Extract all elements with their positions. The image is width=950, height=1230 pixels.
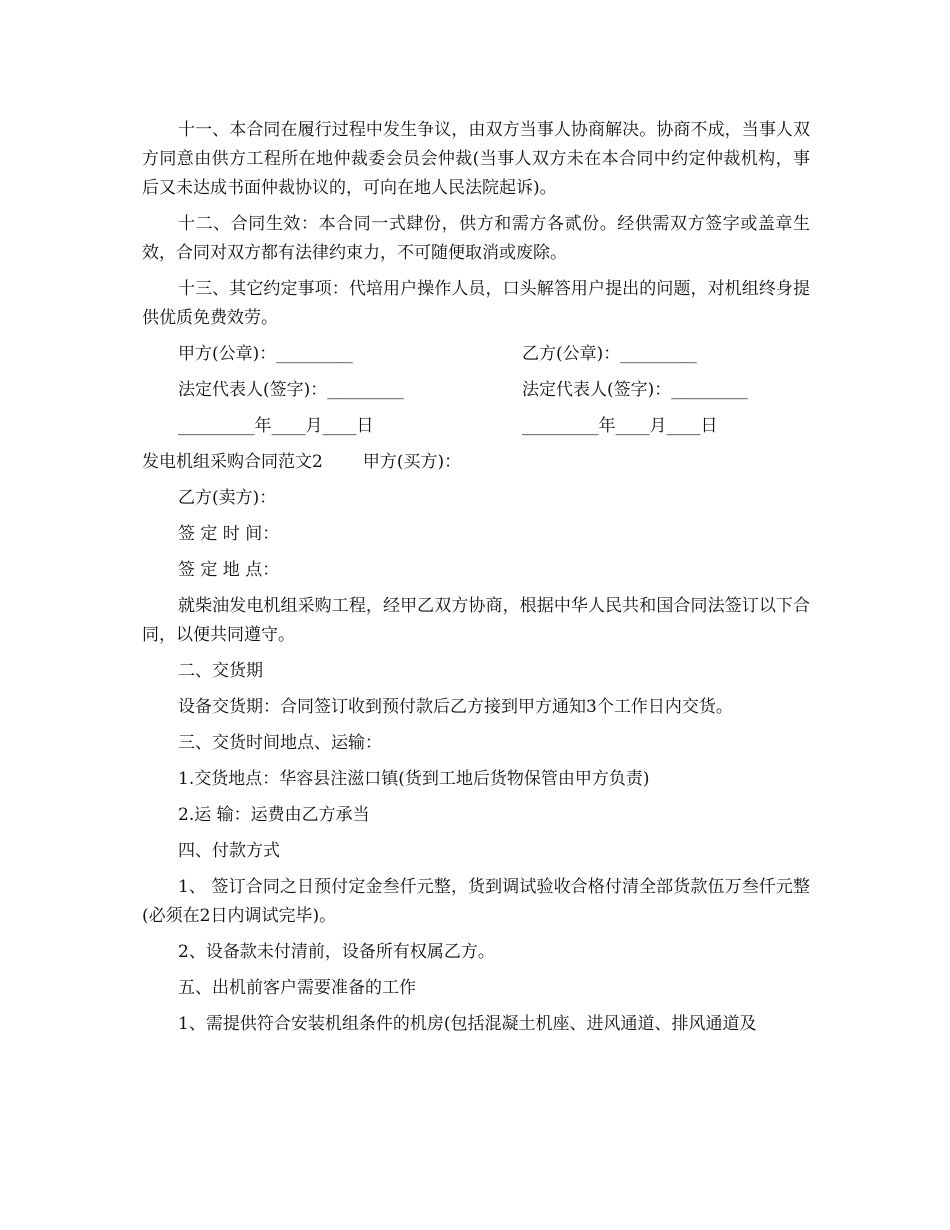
section-2-body: 设备交货期：合同签订收到预付款后乙方接到甲方通知3个工作日内交货。 [178, 697, 733, 717]
document-body [142, 116, 810, 1046]
party-a-representative: 法定代表人(签字)：_________ [178, 380, 404, 400]
seller-label: 乙方(卖方)： [178, 488, 277, 508]
date-row [142, 412, 810, 441]
clause-12: 十二、合同生效：本合同一式肆份，供方和需方各贰份。经供需双方签字或盖章生效，合同对双方都有法律约束力，不可随便取消或废除。 [142, 214, 810, 263]
party-a-seal: 甲方(公章)：_________ [178, 344, 353, 364]
intro-paragraph: 就柴油发电机组采购工程，经甲乙双方协商，根据中华人民共和国合同法签订以下合同，以便共同遵守。 [142, 596, 810, 645]
second-contract-title-row [142, 448, 810, 477]
second-contract-title: 发电机组采购合同范文2 [142, 452, 323, 472]
clause-13: 十三、其它约定事项：代培用户操作人员，口头解答用户提出的问题，对机组终身提供优质免费效劳。 [142, 279, 810, 328]
representative-row [142, 376, 810, 405]
section-4-title: 四、付款方式 [178, 841, 280, 861]
section-5-item-1: 1、需提供符合安装机组条件的机房(包括混凝土机座、进风通道、排风通道及 [178, 1014, 757, 1034]
party-b-representative: 法定代表人(签字)：_________ [522, 380, 748, 400]
sign-time-label: 签 定 时 间： [178, 524, 280, 544]
seal-row [142, 340, 810, 369]
sign-place-label: 签 定 地 点： [178, 560, 280, 580]
party-b-date: _________年____月____日 [522, 416, 718, 436]
section-3-item-1: 1.交货地点：华容县注滋口镇(货到工地后货物保管由甲方负责) [178, 769, 650, 789]
section-2-title: 二、交货期 [178, 661, 263, 681]
section-5-title: 五、出机前客户需要准备的工作 [178, 978, 416, 998]
clause-11: 十一、本合同在履行过程中发生争议，由双方当事人协商解决。协商不成，当事人双方同意由供方工程所在地仲裁委会员会仲裁(当事人双方未在本合同中约定仲裁机构，事后又未达成书面仲裁协议的，可向在地人民法院起诉)。 [142, 120, 810, 198]
party-b-seal: 乙方(公章)：_________ [522, 344, 697, 364]
party-a-date: _________年____月____日 [178, 416, 374, 436]
section-3-title: 三、交货时间地点、运输： [178, 733, 382, 753]
section-4-item-2: 2、设备款未付清前，设备所有权属乙方。 [178, 942, 495, 962]
section-3-item-2: 2.运 输：运费由乙方承当 [178, 805, 370, 825]
section-4-item-1: 1、 签订合同之日预付定金叁仟元整，货到调试验收合格付清全部货款伍万叁仟元整(必须在2日内调试完毕)。 [142, 877, 810, 926]
buyer-label: 甲方(买方)： [362, 452, 462, 472]
